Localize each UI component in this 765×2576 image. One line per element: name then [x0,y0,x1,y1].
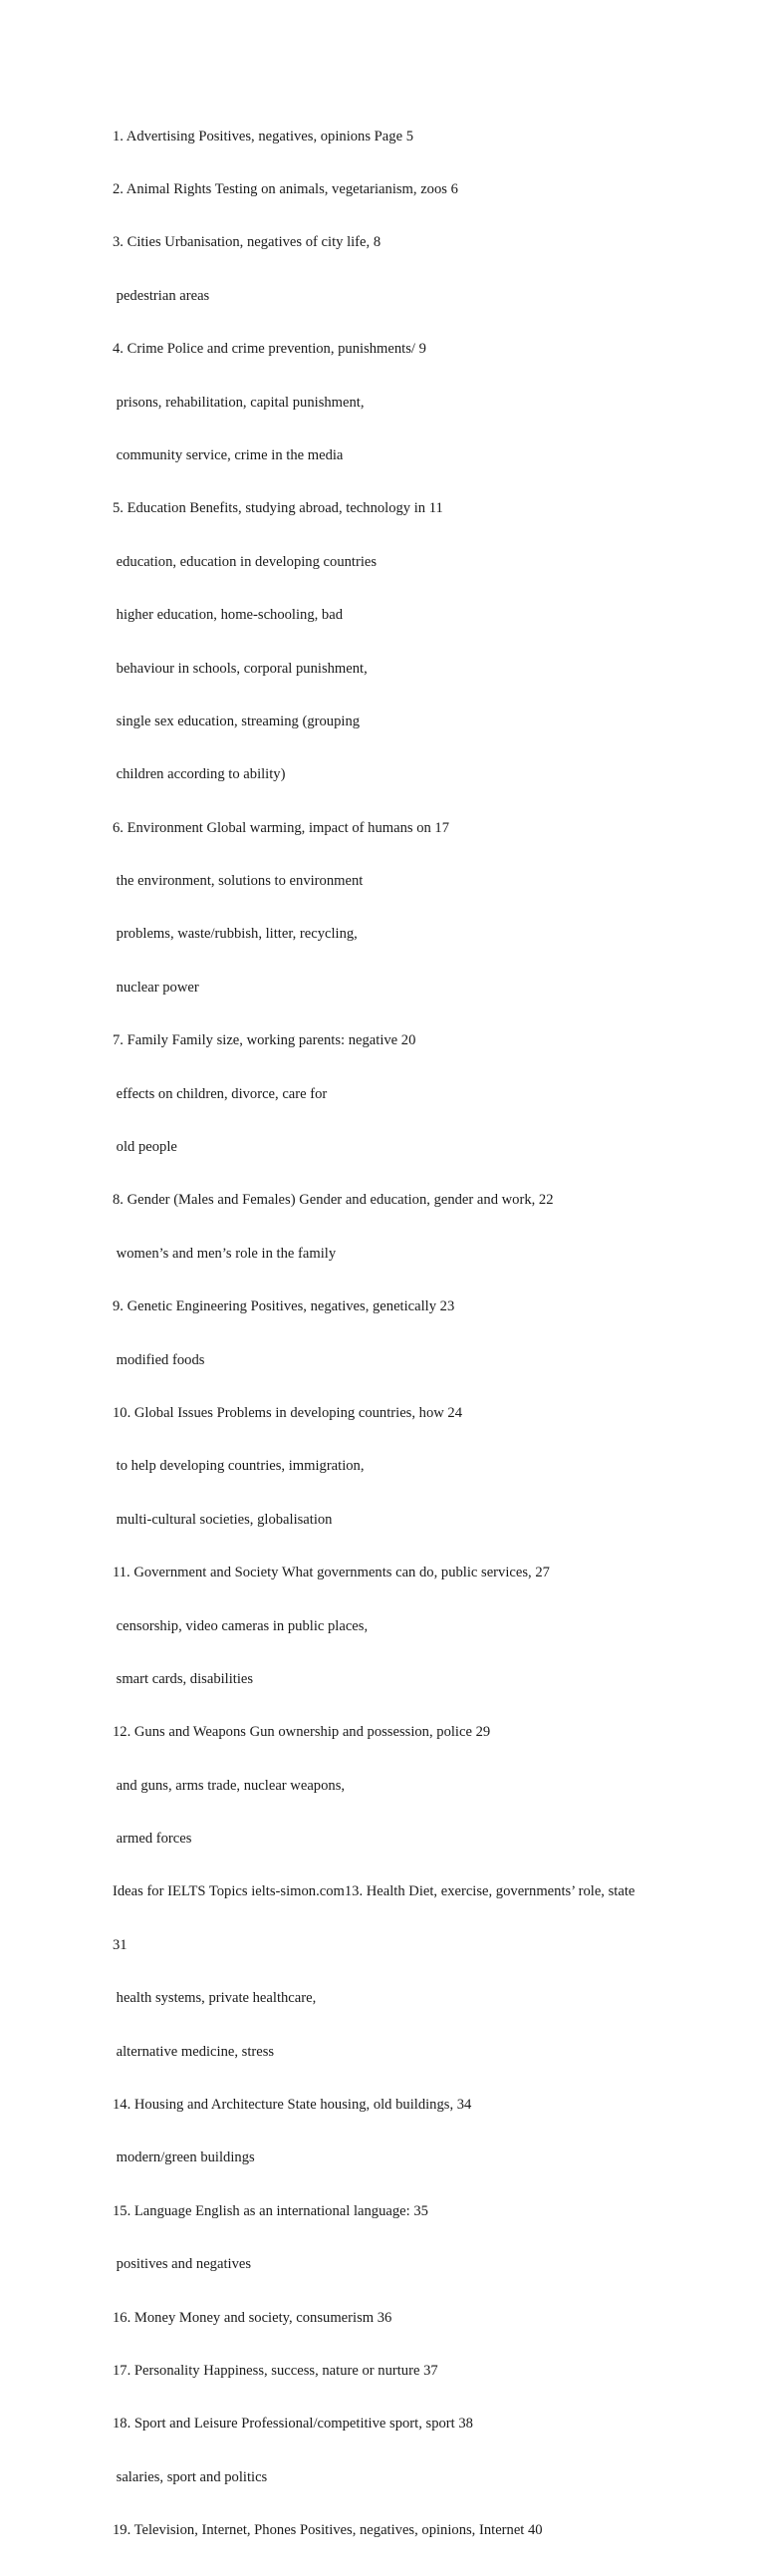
text-line: 1. Advertising Positives, negatives, opinions Page 5 [113,128,413,144]
text-line: 3. Cities Urbanisation, negatives of city life, 8 [113,234,382,251]
text-line: 10. Global Issues Problems in developing countries, how 24 [113,1404,463,1421]
text-line: community service, crime in the media [113,446,344,463]
text-line: 19. Television, Internet, Phones Positives, negatives, opinions, Internet 40 [113,2522,543,2539]
text-line: 16. Money Money and society, consumerism 36 [113,2309,392,2326]
text-line: 17. Personality Happiness, success, nature or nurture 37 [113,2363,438,2379]
text-line: salaries, sport and politics [113,2468,268,2485]
text-line: 6. Environment Global warming, impact of humans on 17 [113,819,450,836]
text-line: armed forces [113,1831,192,1848]
text-line: modified foods [113,1351,205,1368]
text-line: pedestrian areas [113,287,210,304]
text-line: children according to ability) [113,766,286,783]
text-line: old people [113,1139,177,1156]
text-line: education, education in developing countries [113,553,378,570]
text-line: 9. Genetic Engineering Positives, negatives, genetically 23 [113,1298,455,1315]
text-line: 5. Education Benefits, studying abroad, technology in 11 [113,500,443,517]
text-line: 4. Crime Police and crime prevention, punishments/ 9 [113,341,426,358]
text-line: censorship, video cameras in public places, [113,1617,369,1634]
text-line: modern/green buildings [113,2149,255,2166]
text-line: 2. Animal Rights Testing on animals, vegetarianism, zoos 6 [113,180,458,197]
text-line: prisons, rehabilitation, capital punishment, [113,394,365,411]
text-line: behaviour in schools, corporal punishment, [113,660,368,677]
text-line: effects on children, divorce, care for [113,1085,328,1102]
text-line: Ideas for IELTS Topics ielts-simon.com13. Health Diet, exercise, governments’ role, state [113,1883,636,1900]
text-line: positives and negatives [113,2256,252,2273]
text-line: problems, waste/rubbish, litter, recycling, [113,926,358,943]
text-line: alternative medicine, stress [113,2043,275,2060]
text-line: higher education, home-schooling, bad [113,607,344,624]
text-line: 15. Language English as an international language: 35 [113,2202,428,2219]
text-line: multi-cultural societies, globalisation [113,1511,333,1528]
text-line: 14. Housing and Architecture State housing, old buildings, 34 [113,2097,472,2114]
text-line: the environment, solutions to environment [113,873,364,890]
text-line: 12. Guns and Weapons Gun ownership and possession, police 29 [113,1724,491,1741]
text-line: and guns, arms trade, nuclear weapons, [113,1777,346,1794]
topics-list [113,93,750,2576]
text-line: 7. Family Family size, working parents: negative 20 [113,1032,416,1049]
text-line: 18. Sport and Leisure Professional/competitive sport, sport 38 [113,2416,473,2433]
text-line: to help developing countries, immigration, [113,1458,365,1475]
text-line: health systems, private healthcare, [113,1990,317,2007]
text-line: 11. Government and Society What governments can do, public services, 27 [113,1565,550,1581]
text-line: single sex education, streaming (grouping [113,713,361,729]
text-line: 31 [113,1936,128,1953]
text-line: nuclear power [113,979,199,996]
text-line: smart cards, disabilities [113,1670,254,1687]
text-line: women’s and men’s role in the family [113,1245,337,1262]
text-line: 8. Gender (Males and Females) Gender and education, gender and work, 22 [113,1192,554,1209]
